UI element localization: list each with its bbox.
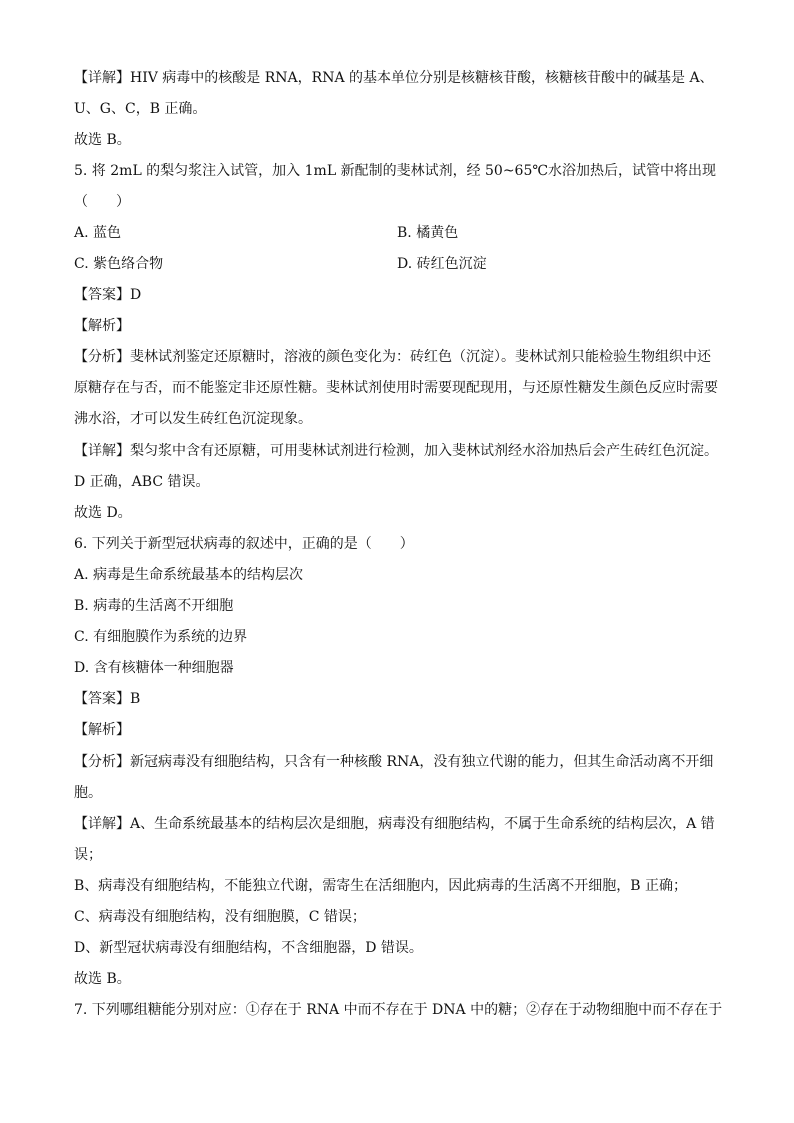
option-d: D. 砖红色沉淀 (397, 256, 487, 272)
text-line: 【分析】新冠病毒没有细胞结构，只含有一种核酸 RNA，没有独立代谢的能力，但其生命活动离不开细 (74, 754, 714, 770)
text-line: 故选 B。 (74, 132, 131, 148)
text-line: U、G、C，B 正确。 (74, 101, 207, 117)
text-line: 误； (74, 847, 102, 863)
option-b: B. 橘黄色 (397, 225, 459, 241)
option-d: D. 含有核糖体一种细胞器 (74, 660, 234, 676)
analysis-label: 【解析】 (74, 318, 130, 334)
text-line: 故选 B。 (74, 971, 131, 987)
answer-label: 【答案】D (74, 287, 142, 303)
question-6: 6. 下列关于新型冠状病毒的叙述中，正确的是（ ） (74, 536, 414, 552)
option-a: A. 蓝色 (74, 225, 122, 241)
question-5: 5. 将 2mL 的梨匀浆注入试管，加入 1mL 新配制的斐林试剂，经 50~65℃水浴加热后，试管中将出现 (74, 163, 717, 179)
text-line: 【分析】斐林试剂鉴定还原糖时，溶液的颜色变化为：砖红色（沉淀）。斐林试剂只能检验生物组织中还 (74, 349, 711, 365)
text-line: D 正确，ABC 错误。 (74, 474, 210, 490)
text-line: 原糖存在与否，而不能鉴定非还原性糖。斐林试剂使用时需要现配现用，与还原性糖发生颜色反应时需要 (74, 380, 718, 396)
text-line: B、病毒没有细胞结构，不能独立代谢，需寄生在活细胞内，因此病毒的生活离不开细胞，B 正确； (74, 878, 688, 894)
option-c: C. 紫色络合物 (74, 256, 164, 272)
text-line: D、新型冠状病毒没有细胞结构，不含细胞器，D 错误。 (74, 940, 423, 956)
question-7: 7. 下列哪组糖能分别对应：①存在于 RNA 中而不存在于 DNA 中的糖；②存在于动物细胞中而不存在于 (74, 1002, 723, 1018)
answer-blank: （ ） (74, 194, 130, 210)
answer-label: 【答案】B (74, 691, 141, 707)
text-line: 【详解】A、生命系统最基本的结构层次是细胞，病毒没有细胞结构，不属于生命系统的结构层次，A 错 (74, 816, 715, 832)
text-line: 沸水浴，才可以发生砖红色沉淀现象。 (74, 411, 312, 427)
option-c: C. 有细胞膜作为系统的边界 (74, 629, 248, 645)
analysis-label: 【解析】 (74, 722, 130, 738)
text-line: 【详解】HIV 病毒中的核酸是 RNA，RNA 的基本单位分别是核糖核苷酸，核糖核苷酸中的碱基是 A、 (74, 70, 714, 86)
text-line: C、病毒没有细胞结构，没有细胞膜，C 错误； (74, 909, 366, 925)
option-b: B. 病毒的生活离不开细胞 (74, 598, 234, 614)
option-a: A. 病毒是生命系统最基本的结构层次 (74, 567, 304, 583)
text-line: 胞。 (74, 785, 102, 801)
text-line: 【详解】梨匀浆中含有还原糖，可用斐林试剂进行检测，加入斐林试剂经水浴加热后会产生砖红色沉淀。 (74, 443, 718, 459)
text-line: 故选 D。 (74, 505, 132, 521)
